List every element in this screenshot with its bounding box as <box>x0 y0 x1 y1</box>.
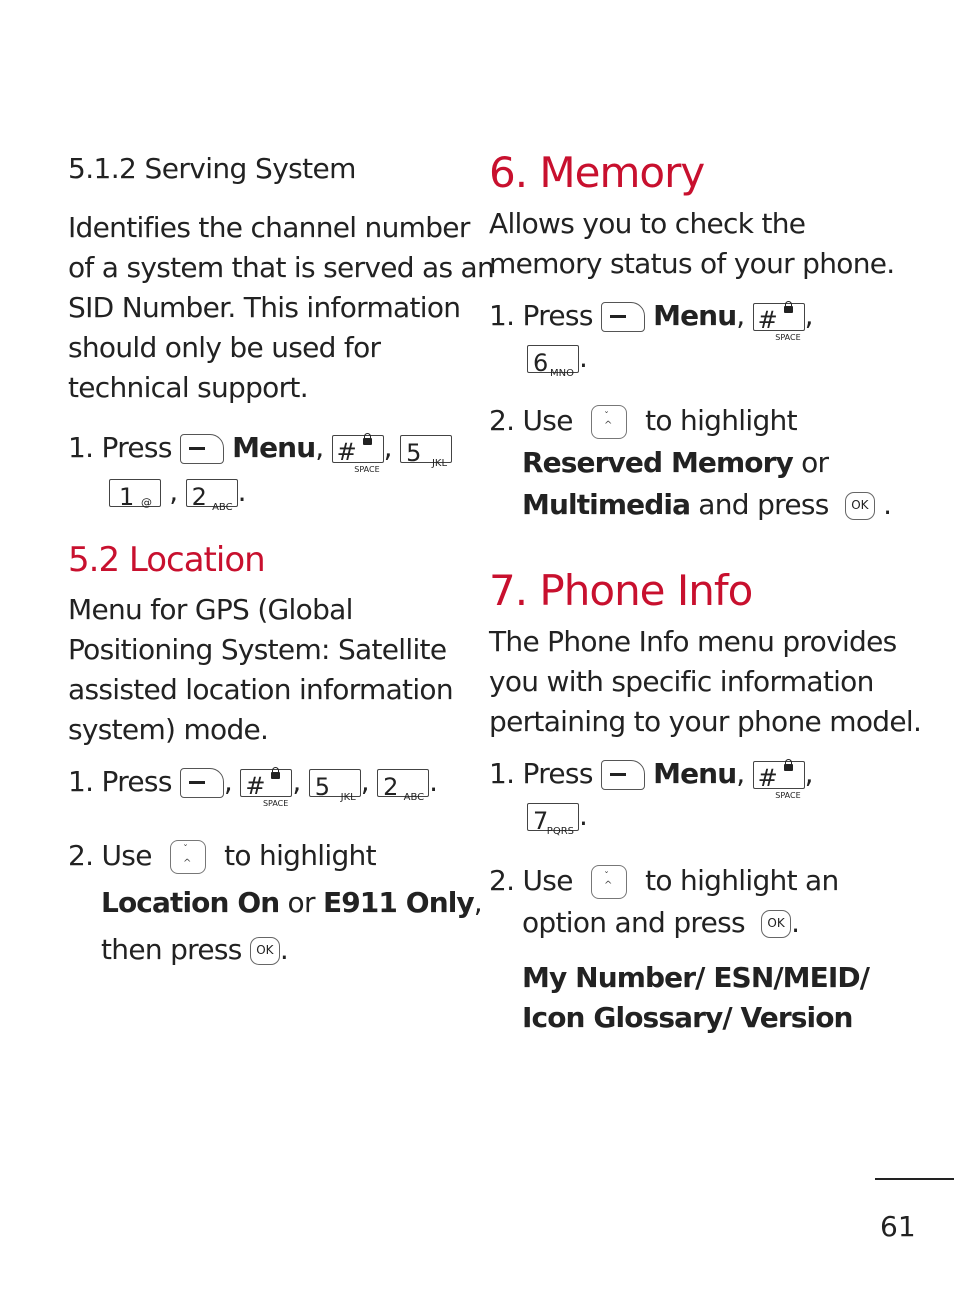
footer-rule <box>875 1178 954 1180</box>
comma: , <box>473 886 482 919</box>
comma: , <box>360 765 369 798</box>
page-number: 61 <box>880 1210 916 1243</box>
option-location-on: Location On <box>101 886 280 919</box>
text-line: SID Number. This information <box>68 291 461 324</box>
highlight-text: to highlight <box>645 404 797 437</box>
memory-step-1 <box>489 296 813 378</box>
step-prefix: 1. Press <box>489 757 593 790</box>
menu-label: Menu <box>653 757 737 790</box>
comma: , <box>292 765 301 798</box>
comma: , <box>736 299 745 332</box>
text-line: pertaining to your phone model. <box>489 705 922 738</box>
text-line: Positioning System: Satellite <box>68 633 447 666</box>
menu-label: Menu <box>232 431 316 464</box>
options-line: My Number/ ESN/MEID/ <box>522 961 870 994</box>
period: . <box>237 475 246 508</box>
menu-label: Menu <box>653 299 737 332</box>
five-jkl-key-icon: 5 JKL <box>309 769 361 797</box>
option-and-press-text: option and press <box>522 906 745 939</box>
period: . <box>279 933 289 966</box>
period: . <box>883 488 892 521</box>
six-mno-key-icon: 6 MNO <box>527 345 579 373</box>
phone-info-section-title: 7. Phone Info <box>489 566 753 615</box>
period: . <box>791 906 800 939</box>
period: . <box>579 341 588 374</box>
left-soft-key-icon <box>601 302 645 332</box>
serving-system-description <box>68 208 494 408</box>
navigation-key-icon: ^ ˇ <box>591 405 627 439</box>
phone-info-description <box>489 622 921 742</box>
left-soft-key-icon <box>180 768 224 798</box>
comma: , <box>804 299 813 332</box>
navigation-key-icon: ^ ˇ <box>591 865 627 899</box>
comma: , <box>169 475 178 508</box>
location-step-1 <box>68 762 438 808</box>
navigation-key-icon: ^ ˇ <box>170 840 206 874</box>
then-press-text: then press <box>101 933 242 966</box>
text-line: should only be used for <box>68 331 381 364</box>
memory-section-title: 6. Memory <box>489 148 705 197</box>
text-line: Allows you to check the <box>489 207 806 240</box>
hash-space-key-icon: # SPACE <box>240 769 292 797</box>
step-prefix: 2. Use <box>68 839 152 872</box>
memory-description <box>489 204 895 284</box>
period: . <box>579 799 588 832</box>
five-jkl-key-icon: 5 JKL <box>400 435 452 463</box>
left-soft-key-icon <box>180 434 224 464</box>
comma: , <box>223 765 233 798</box>
text-line: of a system that is served as an <box>68 251 495 284</box>
hash-space-key-icon: # SPACE <box>753 303 805 331</box>
or-text: or <box>287 886 315 919</box>
phone-info-step-1 <box>489 754 813 836</box>
comma: , <box>315 431 324 464</box>
option-multimedia: Multimedia <box>522 488 691 521</box>
phone-info-step-2 <box>489 860 839 944</box>
text-line: Menu for GPS (Global <box>68 593 353 626</box>
one-voicemail-key-icon: 1 @ <box>109 479 161 507</box>
step-prefix: 1. Press <box>489 299 593 332</box>
location-description <box>68 590 453 750</box>
options-line: Icon Glossary/ Version <box>522 1001 853 1034</box>
step-prefix: 1. Press <box>68 765 172 798</box>
highlight-text: to highlight <box>224 839 376 872</box>
highlight-text: to highlight an <box>645 864 839 897</box>
phone-info-options <box>522 958 869 1038</box>
ok-key-icon: OK <box>845 492 875 520</box>
step-prefix: 2. Use <box>489 864 573 897</box>
text-line: memory status of your phone. <box>489 247 895 280</box>
text-line: you with specific information <box>489 665 874 698</box>
text-line: Identifies the channel number <box>68 211 470 244</box>
serving-system-heading: 5.1.2 Serving System <box>68 152 356 185</box>
location-step-2 <box>68 832 482 973</box>
hash-space-key-icon: # SPACE <box>753 761 805 789</box>
and-press-text: and press <box>698 488 829 521</box>
two-abc-key-icon: 2 ABC <box>186 479 238 507</box>
seven-pqrs-key-icon: 7 PQRS <box>527 803 579 831</box>
memory-step-2 <box>489 400 891 526</box>
serving-system-step-1 <box>68 428 452 512</box>
text-line: technical support. <box>68 371 308 404</box>
ok-key-icon: OK <box>250 937 280 965</box>
option-e911-only: E911 Only <box>322 886 474 919</box>
comma: , <box>383 431 392 464</box>
period: . <box>429 765 438 798</box>
location-section-title: 5.2 Location <box>68 540 265 580</box>
left-soft-key-icon <box>601 760 645 790</box>
text-line: The Phone Info menu provides <box>489 625 897 658</box>
text-line: system) mode. <box>68 713 269 746</box>
text-line: assisted location information <box>68 673 453 706</box>
or-text: or <box>801 446 829 479</box>
two-abc-key-icon: 2 ABC <box>377 769 429 797</box>
option-reserved-memory: Reserved Memory <box>522 446 793 479</box>
hash-space-key-icon: # SPACE <box>332 435 384 463</box>
comma: , <box>736 757 745 790</box>
ok-key-icon: OK <box>761 910 791 938</box>
step-prefix: 1. Press <box>68 431 172 464</box>
step-prefix: 2. Use <box>489 404 573 437</box>
comma: , <box>804 757 813 790</box>
